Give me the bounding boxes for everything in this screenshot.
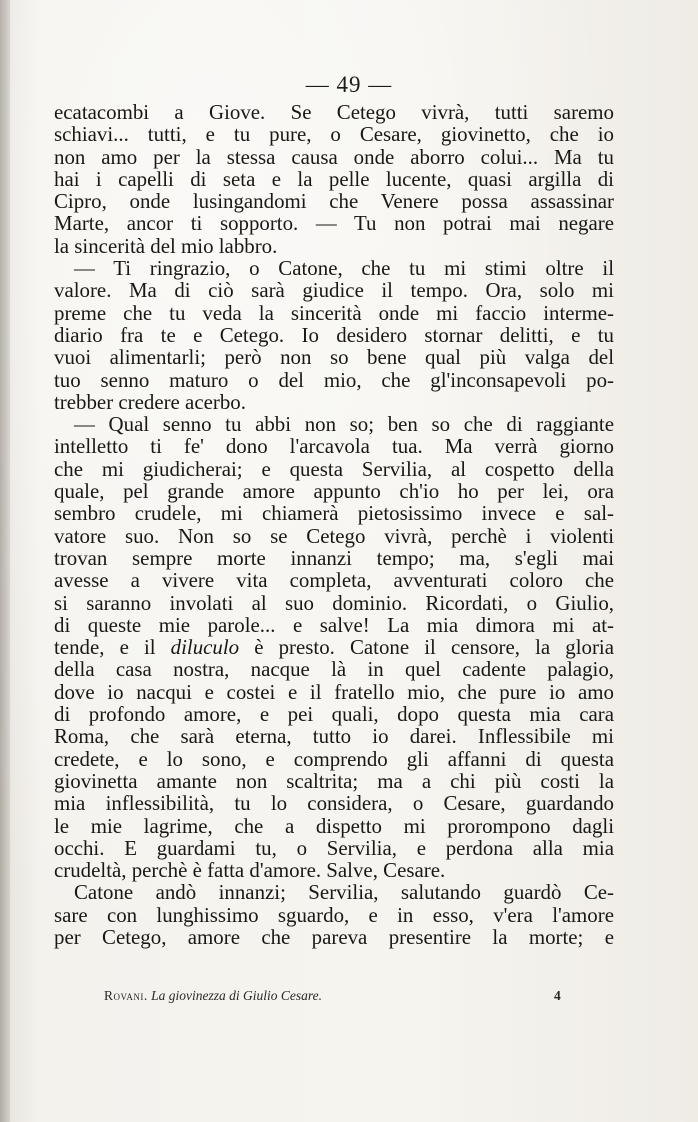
text-line: la sincerità del mio labbro.: [54, 233, 278, 258]
text-line: di profondo amore, e pei quali, dopo questa mia cara: [54, 702, 614, 727]
page-number: — 49 —: [305, 72, 393, 97]
text-line: — Ti ringrazio, o Catone, che tu mi stimi oltre il: [74, 256, 614, 281]
text-line: quale, pel grande amore appunto ch'io ho per lei, ora: [54, 479, 614, 504]
text-line: sembro crudele, mi chiamerà pietosissimo invece e sal-: [54, 501, 614, 526]
text-line: tuo senno maturo o del mio, che gl'inconsapevoli po-: [54, 367, 614, 392]
text-line: sare con lunghissimo sguardo, e in esso, v'era l'amore: [54, 902, 614, 927]
body-text: [54, 101, 614, 948]
text-line: giovinetta amante non scaltrita; ma a chi più costi la: [54, 768, 614, 793]
italic-word: diluculo: [170, 635, 240, 660]
text-line: preme che tu veda la sincerità onde mi faccio interme-: [54, 300, 614, 325]
text-line: non amo per la stessa causa onde aborro colui... Ma tu: [54, 144, 614, 169]
text-line: che mi giudicherai; e questa Servilia, al cospetto della: [54, 456, 614, 481]
text-line: trovan sempre morte innanzi tempo; ma, s'egli mai: [54, 545, 614, 570]
text-line: schiavi... tutti, e tu pure, o Cesare, giovinetto, che io: [54, 122, 614, 147]
text-line: Roma, che sarà eterna, tutto io darei. Inflessibile mi: [54, 724, 614, 749]
text-fragment: è presto. Catone il censore, la gloria: [239, 635, 614, 660]
text-line: crudeltà, perchè è fatta d'amore. Salve, Cesare.: [54, 858, 446, 883]
text-line: vuoi alimentarli; però non so bene qual più valga del: [54, 345, 614, 370]
page-spine-shadow: [0, 0, 10, 1122]
text-line: — Qual senno tu abbi non so; ben so che di raggiante: [74, 412, 614, 437]
text-line: per Cetego, amore che pareva presentire la morte; e: [54, 924, 614, 949]
text-line: hai i capelli di seta e la pelle lucente, quasi argilla di: [54, 166, 614, 191]
footer-book-title: La giovinezza di Giulio Cesare.: [151, 988, 322, 1003]
text-fragment: tende, e il: [54, 635, 171, 660]
text-line: avesse a vivere vita completa, avventurati coloro che: [54, 568, 614, 593]
text-line: della casa nostra, nacque là in quel cadente palagio,: [54, 657, 614, 682]
text-line: [54, 636, 614, 658]
text-line: diario fra te e Cetego. Io desidero stornar delitti, e tu: [54, 322, 614, 347]
footer-signature-mark: 4: [554, 988, 561, 1003]
text-line: intelletto ti fe' dono l'arcavola tua. Ma verrà giorno: [54, 434, 614, 459]
text-line: si saranno involati al suo dominio. Ricordati, o Giulio,: [54, 590, 614, 615]
text-line: credete, e lo sono, e comprendo gli affanni di questa: [54, 746, 614, 771]
text-line: dove io nacqui e costei e il fratello mio, che pure io amo: [54, 679, 614, 704]
text-line: le mie lagrime, che a dispetto mi prorompono dagli: [54, 813, 614, 838]
text-line: occhi. E guardami tu, o Servilia, e perdona alla mia: [54, 835, 614, 860]
text-line: trebber credere acerbo.: [54, 389, 246, 414]
text-line: Catone andò innanzi; Servilia, salutando guardò Ce-: [74, 880, 614, 905]
text-line: Cipro, onde lusingandomi che Venere possa assassinar: [54, 189, 614, 214]
text-line: Marte, ancor ti sopporto. — Tu non potrai mai negare: [54, 211, 614, 236]
text-line: ecatacombi a Giove. Se Cetego vivrà, tutti saremo: [54, 100, 614, 124]
text-line: di queste mie parole... e salve! La mia dimora mi at-: [54, 612, 614, 637]
footer-author: Rovani.: [104, 988, 148, 1003]
text-line: vatore suo. Non so se Cetego vivrà, perchè i violenti: [54, 523, 614, 548]
text-line: mia inflessibilità, tu lo considera, o Cesare, guardando: [54, 791, 614, 816]
text-line: valore. Ma di ciò sarà giudice il tempo. Ora, solo mi: [54, 278, 614, 303]
page-footer: [104, 988, 604, 1004]
